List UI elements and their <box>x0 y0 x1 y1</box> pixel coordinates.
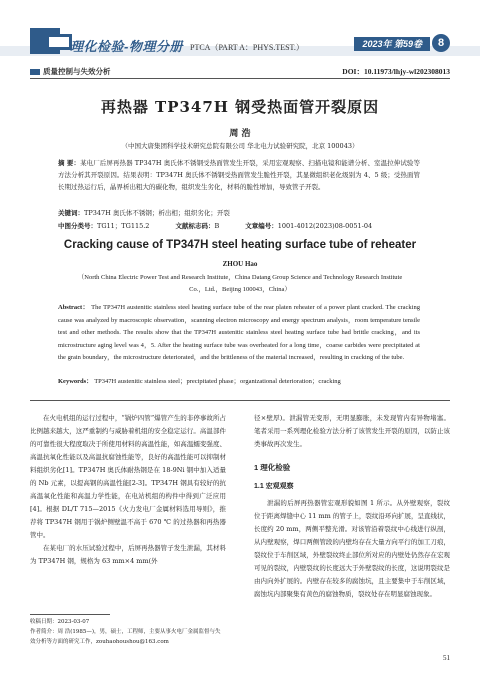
paragraph: 泄漏的后屏再热器管宏观形貌如图 1 所示。从外壁观察，裂纹位于距离焊缝中心 11 mm 的管子上，裂纹沿环向扩展，呈直线状，长度约 20 mm，两侧平整光滑。对该管沿着裂纹中心线进行纵剖，从内壁观察，焊口两侧管段的内壁均存在大量方向平行的加工刀痕，裂纹位于车削区域，外壁裂纹终止部位所对应的内壁处仍然存在宏观可见的裂纹，内壁裂纹的长度远大于外壁裂纹的长度，这说明裂纹是由内向外扩展的。内壁存在较多的腐蚀坑，且主要集中于车削区域，腐蚀坑内部聚集有黄色的腐蚀物质，裂纹处存在明显腐蚀现象。 <box>254 499 450 598</box>
doc-code: 文献标志码：B <box>175 222 220 230</box>
abstract-cn-text: 某电厂后屏再热器 TP347H 奥氏体不锈钢受热面管发生开裂，采用宏观观察、扫描电镜和能谱分析、室温拉伸试验等方法分析其开裂原因。结果表明：TP347H 奥氏体不锈钢受热面管发生脆性开裂，其显微组织老化级别为 4、5 级；受热面管长期过热运行后，晶界析出粗大的碳化物，组织发生劣化，材料的脆性增加，导致管子开裂。 <box>58 159 420 191</box>
header-divider <box>30 78 450 79</box>
class-number: 中图分类号：TG11；TG115.2 <box>58 222 150 230</box>
body-right-column <box>254 412 450 601</box>
affiliation-cn: （中国大唐集团科学技术研究总院有限公司 华北电力试验研究院，北京 100043） <box>121 142 359 150</box>
footnote-divider <box>30 614 110 615</box>
keywords-en: Keywords： TP347H austenitic stainless steel；precipitated phase；organizational deterioration；cracking <box>58 378 341 385</box>
section-label: 质量控制与失效分析 <box>30 66 111 77</box>
affiliation-en: （North China Electric Power Test and Research Institute，China Datang Group Science and Technology Research Institute Co.，Ltd.，Beijing 100043，China） <box>77 274 403 293</box>
classification-row <box>58 220 420 232</box>
paragraph: 在某电厂的水压试验过程中，后屏再热器管子发生泄漏，其材料为 TP347H 钢，规格为 63 mm×4 mm(外 <box>30 544 226 565</box>
journal-header <box>0 0 480 56</box>
abstract-cn <box>58 157 420 193</box>
year-volume: 2023年 第59卷 <box>354 37 430 51</box>
keywords-en-label: Keywords： <box>58 378 93 385</box>
journal-english-name: PTCA（PART A：PHYS.TEST.） <box>190 43 304 52</box>
abstract-cn-label: 摘 要： <box>58 159 81 167</box>
doi: DOI：10.11973/lhjy-wl202308013 <box>342 67 450 76</box>
abstract-en: Abstract： The TP347H austenitic stainless steel heating surface tube of the rear platen reheater of a power plant cracked. The cracking cause was analyzed by macroscopic observation，scanning electron microscopy and energy spectrum analysis，room temperature tensile test and other methods. The results show that the TP347H austenitic stainless steel heating surface tube had brittle cracking，and its microstructure aging level was 4，5. After the heating surface tube was overheated for a long time，coarse carbides were precipitated at the grain boundary，the microstructure deteriorated，and the brittleness of the material increased，resulting in cracking of the tube. <box>58 304 420 361</box>
section-icon <box>30 69 40 75</box>
issue-number: 8 <box>432 34 450 52</box>
body-left-column <box>30 412 226 568</box>
journal-logo-frame-icon <box>46 34 72 50</box>
keywords-cn-label: 关键词： <box>58 209 84 217</box>
author-cn: 周 浩 <box>229 129 251 139</box>
page-number: 51 <box>443 654 450 662</box>
section-heading: 1 理化检验 <box>254 463 291 472</box>
abstract-divider <box>30 400 450 401</box>
paragraph: 在火电机组的运行过程中，“锅炉四管”爆管产生的非停事故所占比例越来越大，这严重制约与威胁着机组的安全稳定运行。高温部件的可靠性很大程度取决于所使用材料的高温性能，如高温蠕变强度、高温抗氧化性能以及高温抗腐蚀性能等，良好的高温性能可以抑制材料组织劣化[1]。TP347H 奥氏体耐热钢是在 18-9Ni 钢中加入适量的 Nb 元素，以提高钢的高温性能[2-3]。TP347H 钢具有较好的抗高温氧化性能和高温力学性能，在电站机组的构件中得到广泛应用[4]。根据 DL/T 715—2015《火力发电厂金属材料选用导则》，推荐将 TP347H 钢用于锅炉侧壁温不高于 670 ℃ 的过热器和再热器管中。 <box>30 414 226 539</box>
keywords-cn: 关键词：TP347H 奥氏体不锈钢；析出相；组织劣化；开裂 <box>58 209 230 217</box>
abstract-en-label: Abstract： <box>58 304 90 311</box>
author-en: ZHOU Hao <box>222 260 258 268</box>
paper-title-cn: 再热器 TP347H 钢受热面管开裂原因 <box>100 98 380 116</box>
paragraph: 径×壁厚)。泄漏管无变形，无明显膨胀，未发现管内有异物堵塞。笔者采用一系列理化检验方法分析了该管发生开裂的原因，以防止该类事故再次发生。 <box>254 414 450 448</box>
subsection-heading: 1.1 宏观观察 <box>254 483 294 490</box>
footnote <box>30 617 226 647</box>
paper-title-en: Cracking cause of TP347H steel heating surface tube of reheater <box>63 239 417 251</box>
article-number: 文章编号：1001-4012(2023)08-0051-04 <box>245 222 373 230</box>
author-info: 作者简介：周 浩(1985—)，男，硕士，工程师，主要从事火电厂金属监督与失效分析等方面的研究工作，zouhaohoushou@163.com <box>30 629 221 645</box>
received-date: 收稿日期：2023-03-07 <box>30 619 90 625</box>
journal-name: 理化检验-物理分册 <box>70 39 183 54</box>
